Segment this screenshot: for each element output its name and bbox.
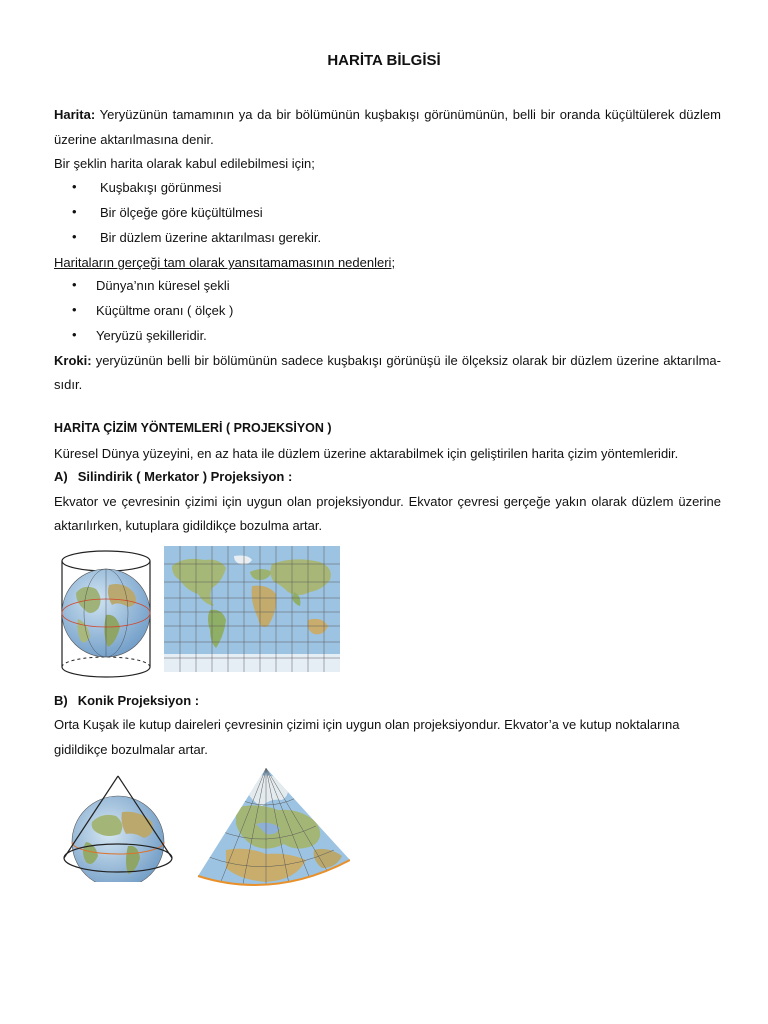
conic-projection-globe-figure (56, 772, 180, 882)
criteria-intro: Bir şeklin harita olarak kabul edilebilmesi için; (54, 156, 315, 171)
section-a-line1: Ekvator ve çevresinin çizimi için uygun olan projeksiyondur. Ekvator çevresi gerçeğe yakın olarak düzlem üzerine (54, 494, 721, 509)
bullet: • (72, 327, 77, 342)
section-b-heading: B) Konik Projeksiyon : (54, 693, 200, 708)
methods-intro: Küresel Dünya yüzeyini, en az hata ile düzlem üzerine aktarabilmek için geliştirilen harita çizim yöntemleridir. (54, 446, 679, 461)
criteria-item: Bir düzlem üzerine aktarılması gerekir. (100, 230, 322, 245)
reason-item: Yeryüzü şekilleridir. (96, 328, 207, 343)
harita-definition-line2: üzerine aktarılmasına denir. (54, 132, 214, 147)
kroki-definition-line2: sıdır. (54, 377, 83, 392)
bullet: • (72, 302, 77, 317)
kroki-definition-line1: Kroki: yeryüzünün belli bir bölümünün sadece kuşbakışı görünüşü ile ölçeksiz olarak bir düzlem üzerine aktarılma- (54, 353, 721, 368)
reason-item: Küçültme oranı ( ölçek ) (96, 303, 234, 318)
criteria-item: Bir ölçeğe göre küçültülmesi (100, 205, 263, 220)
methods-heading: HARİTA ÇİZİM YÖNTEMLERİ ( PROJEKSİYON ) (54, 421, 332, 435)
reasons-heading: Haritaların gerçeği tam olarak yansıtamamasının nedenleri; (54, 255, 396, 270)
bullet: • (72, 179, 77, 194)
section-a-heading: A) Silindirik ( Merkator ) Projeksiyon : (54, 469, 293, 484)
page-title: HARİTA BİLGİSİ (327, 52, 441, 69)
mercator-world-map-figure (164, 546, 340, 672)
section-b-line2: gidildikçe bozulmalar artar. (54, 742, 208, 757)
criteria-item: Kuşbakışı görünmesi (100, 180, 222, 195)
bullet: • (72, 277, 77, 292)
harita-term: Harita: (54, 107, 96, 122)
bullet: • (72, 229, 77, 244)
cylindrical-projection-globe-figure (54, 543, 158, 683)
conic-map-figure (196, 768, 350, 894)
bullet: • (72, 204, 77, 219)
reason-item: Dünya’nın küresel şekli (96, 278, 230, 293)
section-b-line1: Orta Kuşak ile kutup daireleri çevresinin çizimi için uygun olan projeksiyondur. Ekvator’a ve kutup noktalarına (54, 717, 680, 732)
section-a-line2: aktarılırken, kutuplara gidildikçe bozulma artar. (54, 518, 323, 533)
harita-definition-line1: Harita: Yeryüzünün tamamının ya da bir bölümünün kuşbakışı görünümünün, belli bir oranda küçültülerek düzlem (54, 107, 721, 122)
kroki-term: Kroki: (54, 353, 92, 368)
